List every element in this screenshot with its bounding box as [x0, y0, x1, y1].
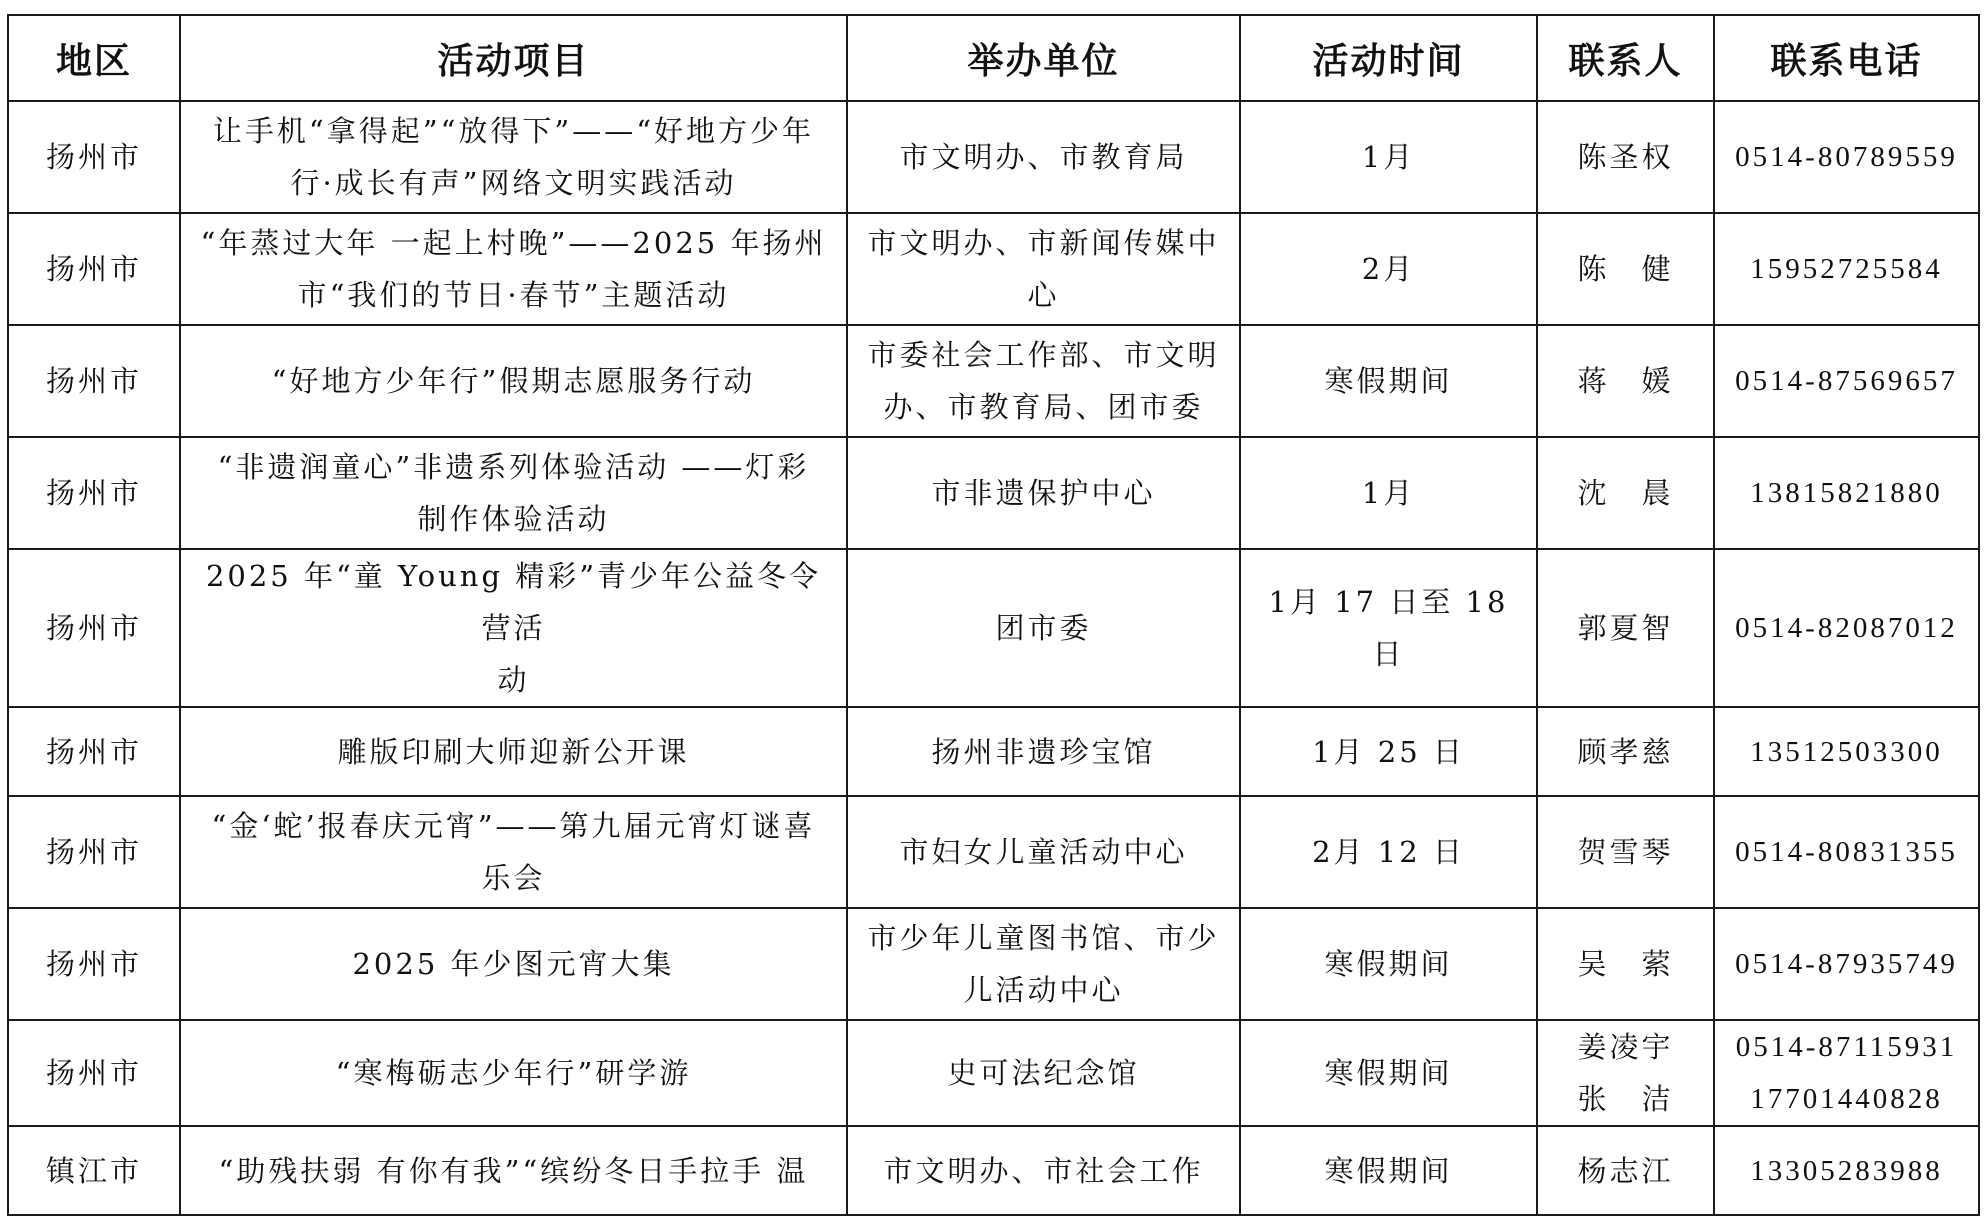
activity-cell — [180, 796, 847, 908]
phone-cell — [1714, 101, 1979, 213]
activity-cell-line: 动 — [497, 663, 530, 697]
activity-cell-line: 2025 年少图元宵大集 — [352, 947, 675, 981]
organizer-cell-line: 心 — [1027, 278, 1060, 312]
contact-cell-line: 姜凌宇 — [1577, 1030, 1674, 1064]
region-cell: 扬州市 — [8, 437, 180, 549]
contact-cell — [1537, 437, 1714, 549]
time-cell: 1月 17 日至 18 日 — [1240, 549, 1537, 707]
activity-cell — [180, 908, 847, 1020]
phone-cell-line: 0514-87935749 — [1735, 948, 1958, 980]
activity-cell — [180, 549, 847, 707]
time-cell: 寒假期间 — [1240, 908, 1537, 1020]
table-row — [8, 1126, 1979, 1215]
contact-cell-line: 郭夏智 — [1577, 611, 1674, 645]
organizer-cell-line: 市委社会工作部、市文明 — [867, 338, 1220, 372]
table-row — [8, 549, 1979, 707]
contact-cell — [1537, 908, 1714, 1020]
table-row — [8, 1020, 1979, 1126]
region-cell: 扬州市 — [8, 707, 180, 796]
contact-cell-line: 张 洁 — [1577, 1082, 1674, 1116]
table-row — [8, 101, 1979, 213]
contact-cell — [1537, 325, 1714, 437]
contact-cell — [1537, 707, 1714, 796]
table-header-row — [8, 15, 1979, 101]
activity-table — [7, 14, 1980, 1216]
contact-cell-line: 贺雪琴 — [1577, 835, 1674, 869]
organizer-cell — [847, 1020, 1240, 1126]
contact-cell — [1537, 213, 1714, 325]
phone-cell-line: 13815821880 — [1750, 477, 1943, 509]
time-cell: 寒假期间 — [1240, 1020, 1537, 1126]
region-cell: 扬州市 — [8, 1020, 180, 1126]
contact-cell — [1537, 796, 1714, 908]
contact-cell-line: 吴 萦 — [1577, 947, 1674, 981]
header-contact: 联系人 — [1537, 15, 1714, 101]
organizer-cell-line: 市少年儿童图书馆、市少 — [867, 921, 1220, 955]
table-row — [8, 908, 1979, 1020]
table-row — [8, 707, 1979, 796]
phone-cell-line: 0514-80789559 — [1735, 141, 1958, 173]
activity-cell — [180, 437, 847, 549]
contact-cell-line: 陈圣权 — [1577, 140, 1674, 174]
phone-cell-line: 0514-87115931 — [1735, 1031, 1958, 1063]
contact-cell-line: 陈 健 — [1577, 252, 1674, 286]
organizer-cell — [847, 213, 1240, 325]
activity-cell — [180, 101, 847, 213]
activity-cell — [180, 707, 847, 796]
region-cell: 扬州市 — [8, 213, 180, 325]
organizer-cell-line: 办、市教育局、团市委 — [883, 390, 1204, 424]
organizer-cell — [847, 796, 1240, 908]
contact-cell-line: 蒋 媛 — [1577, 364, 1674, 398]
activity-cell-line: 市“我们的节日·春节”主题活动 — [297, 278, 730, 312]
phone-cell-line: 13305283988 — [1750, 1154, 1943, 1187]
activity-cell — [180, 325, 847, 437]
table-row — [8, 325, 1979, 437]
phone-cell-line: 0514-80831355 — [1735, 836, 1958, 868]
activity-cell — [180, 1020, 847, 1126]
phone-cell — [1714, 908, 1979, 1020]
header-time: 活动时间 — [1240, 15, 1537, 101]
time-cell: 1月 — [1240, 437, 1537, 549]
phone-cell — [1714, 1020, 1979, 1126]
header-region: 地区 — [8, 15, 180, 101]
phone-cell-line: 17701440828 — [1750, 1083, 1943, 1115]
activity-cell — [180, 213, 847, 325]
activity-cell-line: 乐会 — [481, 861, 546, 895]
region-cell: 镇江市 — [8, 1126, 180, 1215]
phone-cell-line: 0514-87569657 — [1735, 365, 1958, 397]
organizer-cell-line: 市文明办、市新闻传媒中 — [867, 226, 1220, 260]
region-cell: 扬州市 — [8, 549, 180, 707]
phone-cell-line: 15952725584 — [1750, 253, 1943, 285]
contact-cell-line: 沈 晨 — [1577, 476, 1674, 510]
phone-cell — [1714, 707, 1979, 796]
phone-cell — [1714, 1126, 1979, 1215]
organizer-cell — [847, 101, 1240, 213]
organizer-cell-line: 市文明办、市教育局 — [899, 140, 1188, 174]
organizer-cell — [847, 325, 1240, 437]
table-row — [8, 437, 1979, 549]
organizer-cell-line: 市妇女儿童活动中心 — [899, 835, 1188, 869]
activity-cell-line: 让手机“拿得起”“放得下”——“好地方少年 — [212, 114, 815, 148]
phone-cell — [1714, 213, 1979, 325]
region-cell: 扬州市 — [8, 908, 180, 1020]
table-row — [8, 796, 1979, 908]
time-cell: 1月 — [1240, 101, 1537, 213]
contact-cell-line: 杨志江 — [1577, 1153, 1674, 1188]
header-activity: 活动项目 — [180, 15, 847, 101]
activity-cell-line: “非遗润童心”非遗系列体验活动 ——灯彩 — [217, 450, 810, 484]
time-cell: 1月 25 日 — [1240, 707, 1537, 796]
organizer-cell — [847, 908, 1240, 1020]
activity-cell-line: 2025 年“童 Young 精彩”青少年公益冬令营活 — [205, 559, 822, 645]
activity-cell-line: 行·成长有声”网络文明实践活动 — [290, 166, 737, 200]
organizer-cell — [847, 437, 1240, 549]
time-cell: 寒假期间 — [1240, 325, 1537, 437]
time-cell: 寒假期间 — [1240, 1126, 1537, 1215]
phone-cell — [1714, 437, 1979, 549]
organizer-cell-line: 史可法纪念馆 — [947, 1056, 1140, 1090]
organizer-cell — [847, 707, 1240, 796]
activity-cell-line: 制作体验活动 — [417, 502, 610, 536]
activity-cell-line: “助残扶弱 有你有我”“缤纷冬日手拉手 温 — [218, 1153, 809, 1188]
table-row — [8, 213, 1979, 325]
contact-cell — [1537, 1126, 1714, 1215]
table-body — [8, 101, 1979, 1215]
time-cell: 2月 12 日 — [1240, 796, 1537, 908]
activity-cell — [180, 1126, 847, 1215]
time-cell: 2月 — [1240, 213, 1537, 325]
header-organizer: 举办单位 — [847, 15, 1240, 101]
phone-cell — [1714, 325, 1979, 437]
organizer-cell-line: 市非遗保护中心 — [931, 476, 1156, 510]
organizer-cell-line: 扬州非遗珍宝馆 — [931, 734, 1156, 769]
contact-cell-line: 顾孝慈 — [1577, 734, 1674, 769]
region-cell: 扬州市 — [8, 325, 180, 437]
phone-cell-line: 13512503300 — [1750, 735, 1943, 768]
organizer-cell-line: 市文明办、市社会工作 — [883, 1153, 1204, 1188]
contact-cell — [1537, 549, 1714, 707]
organizer-cell-line: 儿活动中心 — [963, 973, 1124, 1007]
phone-cell-line: 0514-82087012 — [1735, 612, 1958, 644]
phone-cell — [1714, 796, 1979, 908]
organizer-cell — [847, 1126, 1240, 1215]
region-cell: 扬州市 — [8, 796, 180, 908]
contact-cell — [1537, 101, 1714, 213]
organizer-cell — [847, 549, 1240, 707]
activity-cell-line: 雕版印刷大师迎新公开课 — [337, 734, 690, 769]
organizer-cell-line: 团市委 — [995, 611, 1092, 645]
phone-cell — [1714, 549, 1979, 707]
contact-cell — [1537, 1020, 1714, 1126]
region-cell: 扬州市 — [8, 101, 180, 213]
activity-cell-line: “金‘蛇’报春庆元宵”——第九届元宵灯谜喜 — [211, 809, 816, 843]
activity-cell-line: “寒梅砺志少年行”研学游 — [335, 1056, 692, 1090]
activity-cell-line: “年蒸过大年 一起上村晚”——2025 年扬州 — [200, 226, 827, 260]
header-phone: 联系电话 — [1714, 15, 1979, 101]
activity-cell-line: “好地方少年行”假期志愿服务行动 — [271, 364, 756, 398]
